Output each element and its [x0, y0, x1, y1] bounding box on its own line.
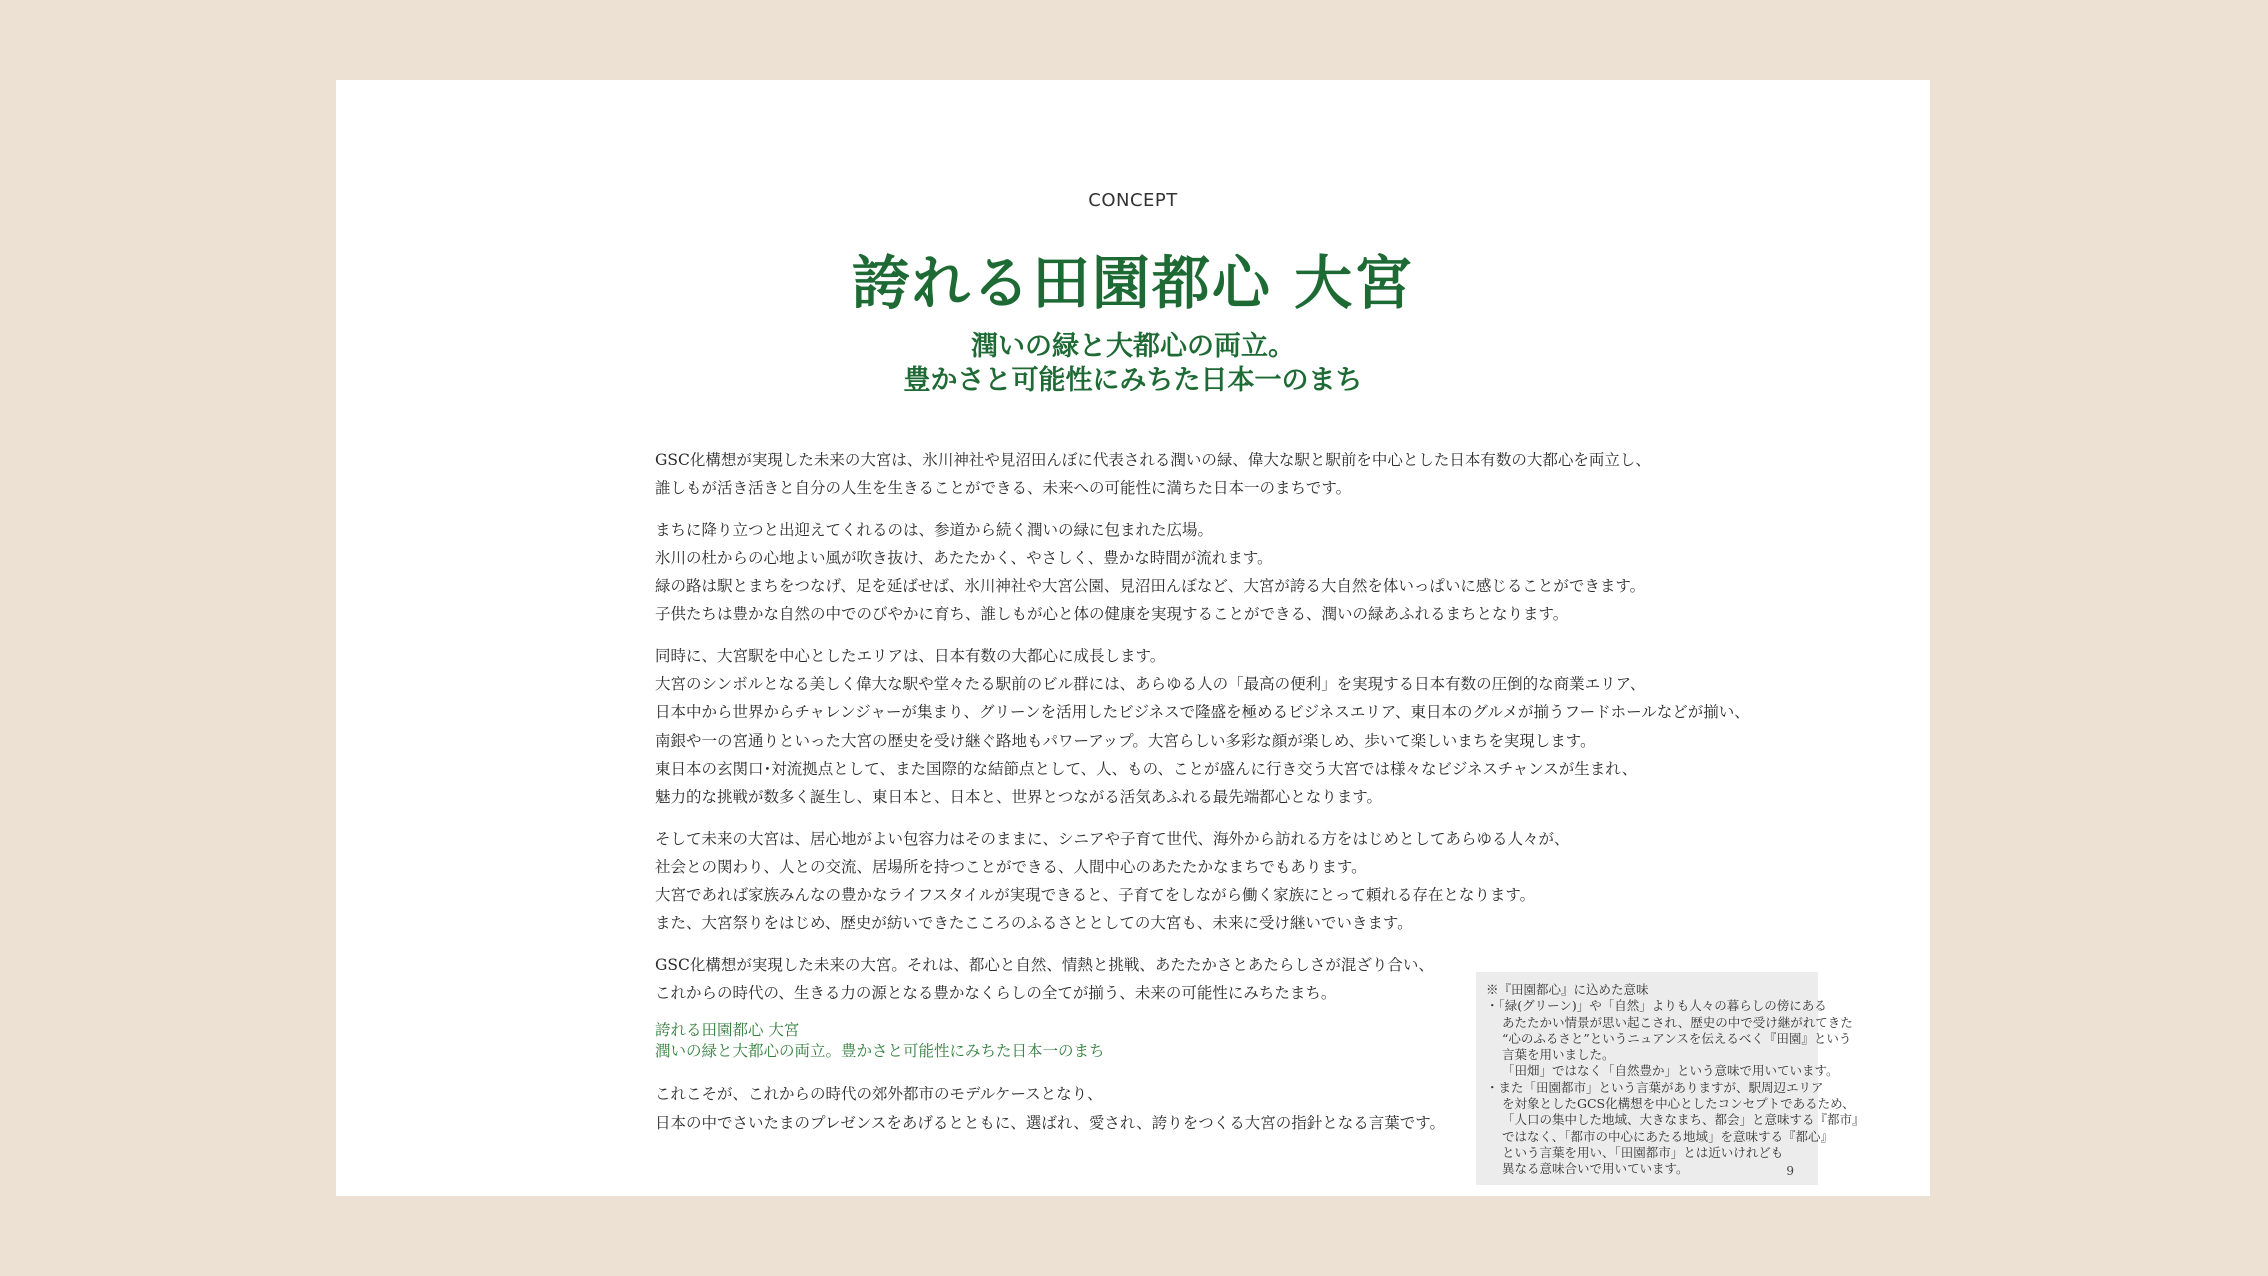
text-line: GSC化構想が実現した未来の大宮。それは、都心と自然、情熱と挑戦、あたたかさとあたらしさが混ざり合い、 [655, 955, 1434, 974]
paragraph [655, 642, 1815, 812]
text-line: 大宮のシンボルとなる美しく偉大な駅や堂々たる駅前のビル群には、あらゆる人の「最高の便利」を実現する日本有数の圧倒的な商業エリア、 [655, 675, 1646, 694]
footnote-line: ・「緑(グリーン)」や「自然」よりも人々の暮らしの傍にある [1486, 998, 1827, 1014]
section-label: CONCEPT [1088, 190, 1178, 211]
text-line: 日本の中でさいたまのプレゼンスをあげるとともに、選ばれ、愛され、誇りをつくる大宮の指針となる言葉です。 [655, 1113, 1446, 1132]
footnote-line: ・また「田園都市」という言葉がありますが、駅周辺エリア [1486, 1079, 1824, 1095]
page-number: 9 [1786, 1163, 1794, 1178]
slogan-line: 誇れる田園都心 大宮 [655, 1021, 800, 1040]
text-line: まちに降り立つと出迎えてくれるのは、参道から続く潤いの緑に包まれた広場。 [655, 520, 1214, 539]
footnote-heading: ※『田園都心』に込めた意味 [1486, 982, 1649, 997]
text-line: 誰しもが活き活きと自分の人生を生きることができる、未来への可能性に満ちた日本一のまちです。 [655, 479, 1352, 498]
text-line: そして未来の大宮は、居心地がよい包容力はそのままに、シニアや子育て世代、海外から訪れる方をはじめとしてあらゆる人々が、 [655, 829, 1570, 848]
paragraph [655, 446, 1815, 503]
footnote-line: ではなく、「都市の中心にあたる地域」を意味する『都心』 [1502, 1128, 1834, 1144]
text-line: 子供たちは豊かな自然の中でのびやかに育ち、誰しもが心と体の健康を実現することができる、潤いの緑あふれるまちとなります。 [655, 605, 1569, 624]
paragraph [655, 825, 1815, 938]
footnote-line: “心のふるさと”というニュアンスを伝えるべく『田園』という [1502, 1030, 1852, 1046]
slogan-line: 潤いの緑と大都心の両立。豊かさと可能性にみちた日本一のまち [655, 1042, 1105, 1061]
text-line: 緑の路は駅とまちをつなげ、足を延ばせば、氷川神社や大宮公園、見沼田んぼなど、大宮が誇る大自然を体いっぱいに感じることができます。 [655, 577, 1646, 596]
text-line: 魅力的な挑戦が数多く誕生し、東日本と、日本と、世界とつながる活気あふれる最先端都心となります。 [655, 788, 1382, 807]
footnote-text: 「緑(グリーン)」や「自然」よりも人々の暮らしの傍にある [1498, 998, 1827, 1014]
text-line: 日本中から世界からチャレンジャーが集まり、グリーンを活用したビジネスで隆盛を極めるビジネスエリア、東日本のグルメが揃うフードホールなどが揃い、 [655, 703, 1750, 722]
footnote-box [1476, 972, 1865, 1185]
footnote-line: という言葉を用い、「田園都市」とは近いけれども [1502, 1144, 1784, 1160]
subtitle-line: 潤いの緑と大都心の両立。 [971, 331, 1295, 362]
footnote-line: あたたかい情景が思い起こされ、歴史の中で受け継がれてきた [1502, 1014, 1853, 1030]
page-subtitle [336, 330, 1930, 398]
page-title: 誇れる田園都心 大宮 [851, 249, 1415, 317]
footnote-line: 異なる意味合いで用いています。 [1502, 1161, 1689, 1177]
text-line: 東日本の玄関口･対流拠点として、また国際的な結節点として、人、もの、ことが盛んに行き交う大宮では様々なビジネスチャンスが生まれ、 [655, 759, 1638, 778]
footnote-line: 言葉を用いました。 [1502, 1047, 1615, 1063]
subtitle-line: 豊かさと可能性にみちた日本一のまち [903, 365, 1363, 396]
text-line: 南銀や一の宮通りといった大宮の歴史を受け継ぐ路地もパワーアップ。大宮らしい多彩な顔が楽しめ、歩いて楽しいまちを実現します。 [655, 731, 1596, 750]
footnote-line: 「人口の集中した地域、大きなまち、都会」と意味する『都市』 [1502, 1112, 1865, 1128]
text-line: これからの時代の、生きる力の源となる豊かなくらしの全てが揃う、未来の可能性にみちたまち。 [655, 984, 1337, 1003]
text-line: 大宮であれば家族みんなの豊かなライフスタイルが実現できると、子育てをしながら働く家族にとって頼れる存在となります。 [655, 886, 1536, 905]
document-page [336, 80, 1930, 1196]
footnote-text: また「田園都市」という言葉がありますが、駅周辺エリア [1498, 1079, 1824, 1095]
paragraph [655, 516, 1815, 629]
text-line: また、大宮祭りをはじめ、歴史が紡いできたこころのふるさととしての大宮も、未来に受け継いでいきます。 [655, 914, 1413, 933]
text-line: 同時に、大宮駅を中心としたエリアは、日本有数の大都心に成長します。 [655, 646, 1166, 665]
text-line: これこそが、これからの時代の郊外都市のモデルケースとなり、 [655, 1085, 1103, 1104]
text-line: 社会との関わり、人との交流、居場所を持つことができる、人間中心のあたたかなまちでもあります。 [655, 857, 1367, 876]
text-line: 氷川の杜からの心地よい風が吹き抜け、あたたかく、やさしく、豊かな時間が流れます。 [655, 548, 1273, 567]
text-line: GSC化構想が実現した未来の大宮は、氷川神社や見沼田んぼに代表される潤いの緑、偉大な駅と駅前を中心とした日本有数の大都心を両立し、 [655, 451, 1651, 469]
footnote-line: を対象としたGCS化構想を中心としたコンセプトであるため、 [1502, 1096, 1855, 1112]
footnote-line: 「田畑」ではなく「自然豊か」という意味で用いています。 [1502, 1063, 1839, 1079]
